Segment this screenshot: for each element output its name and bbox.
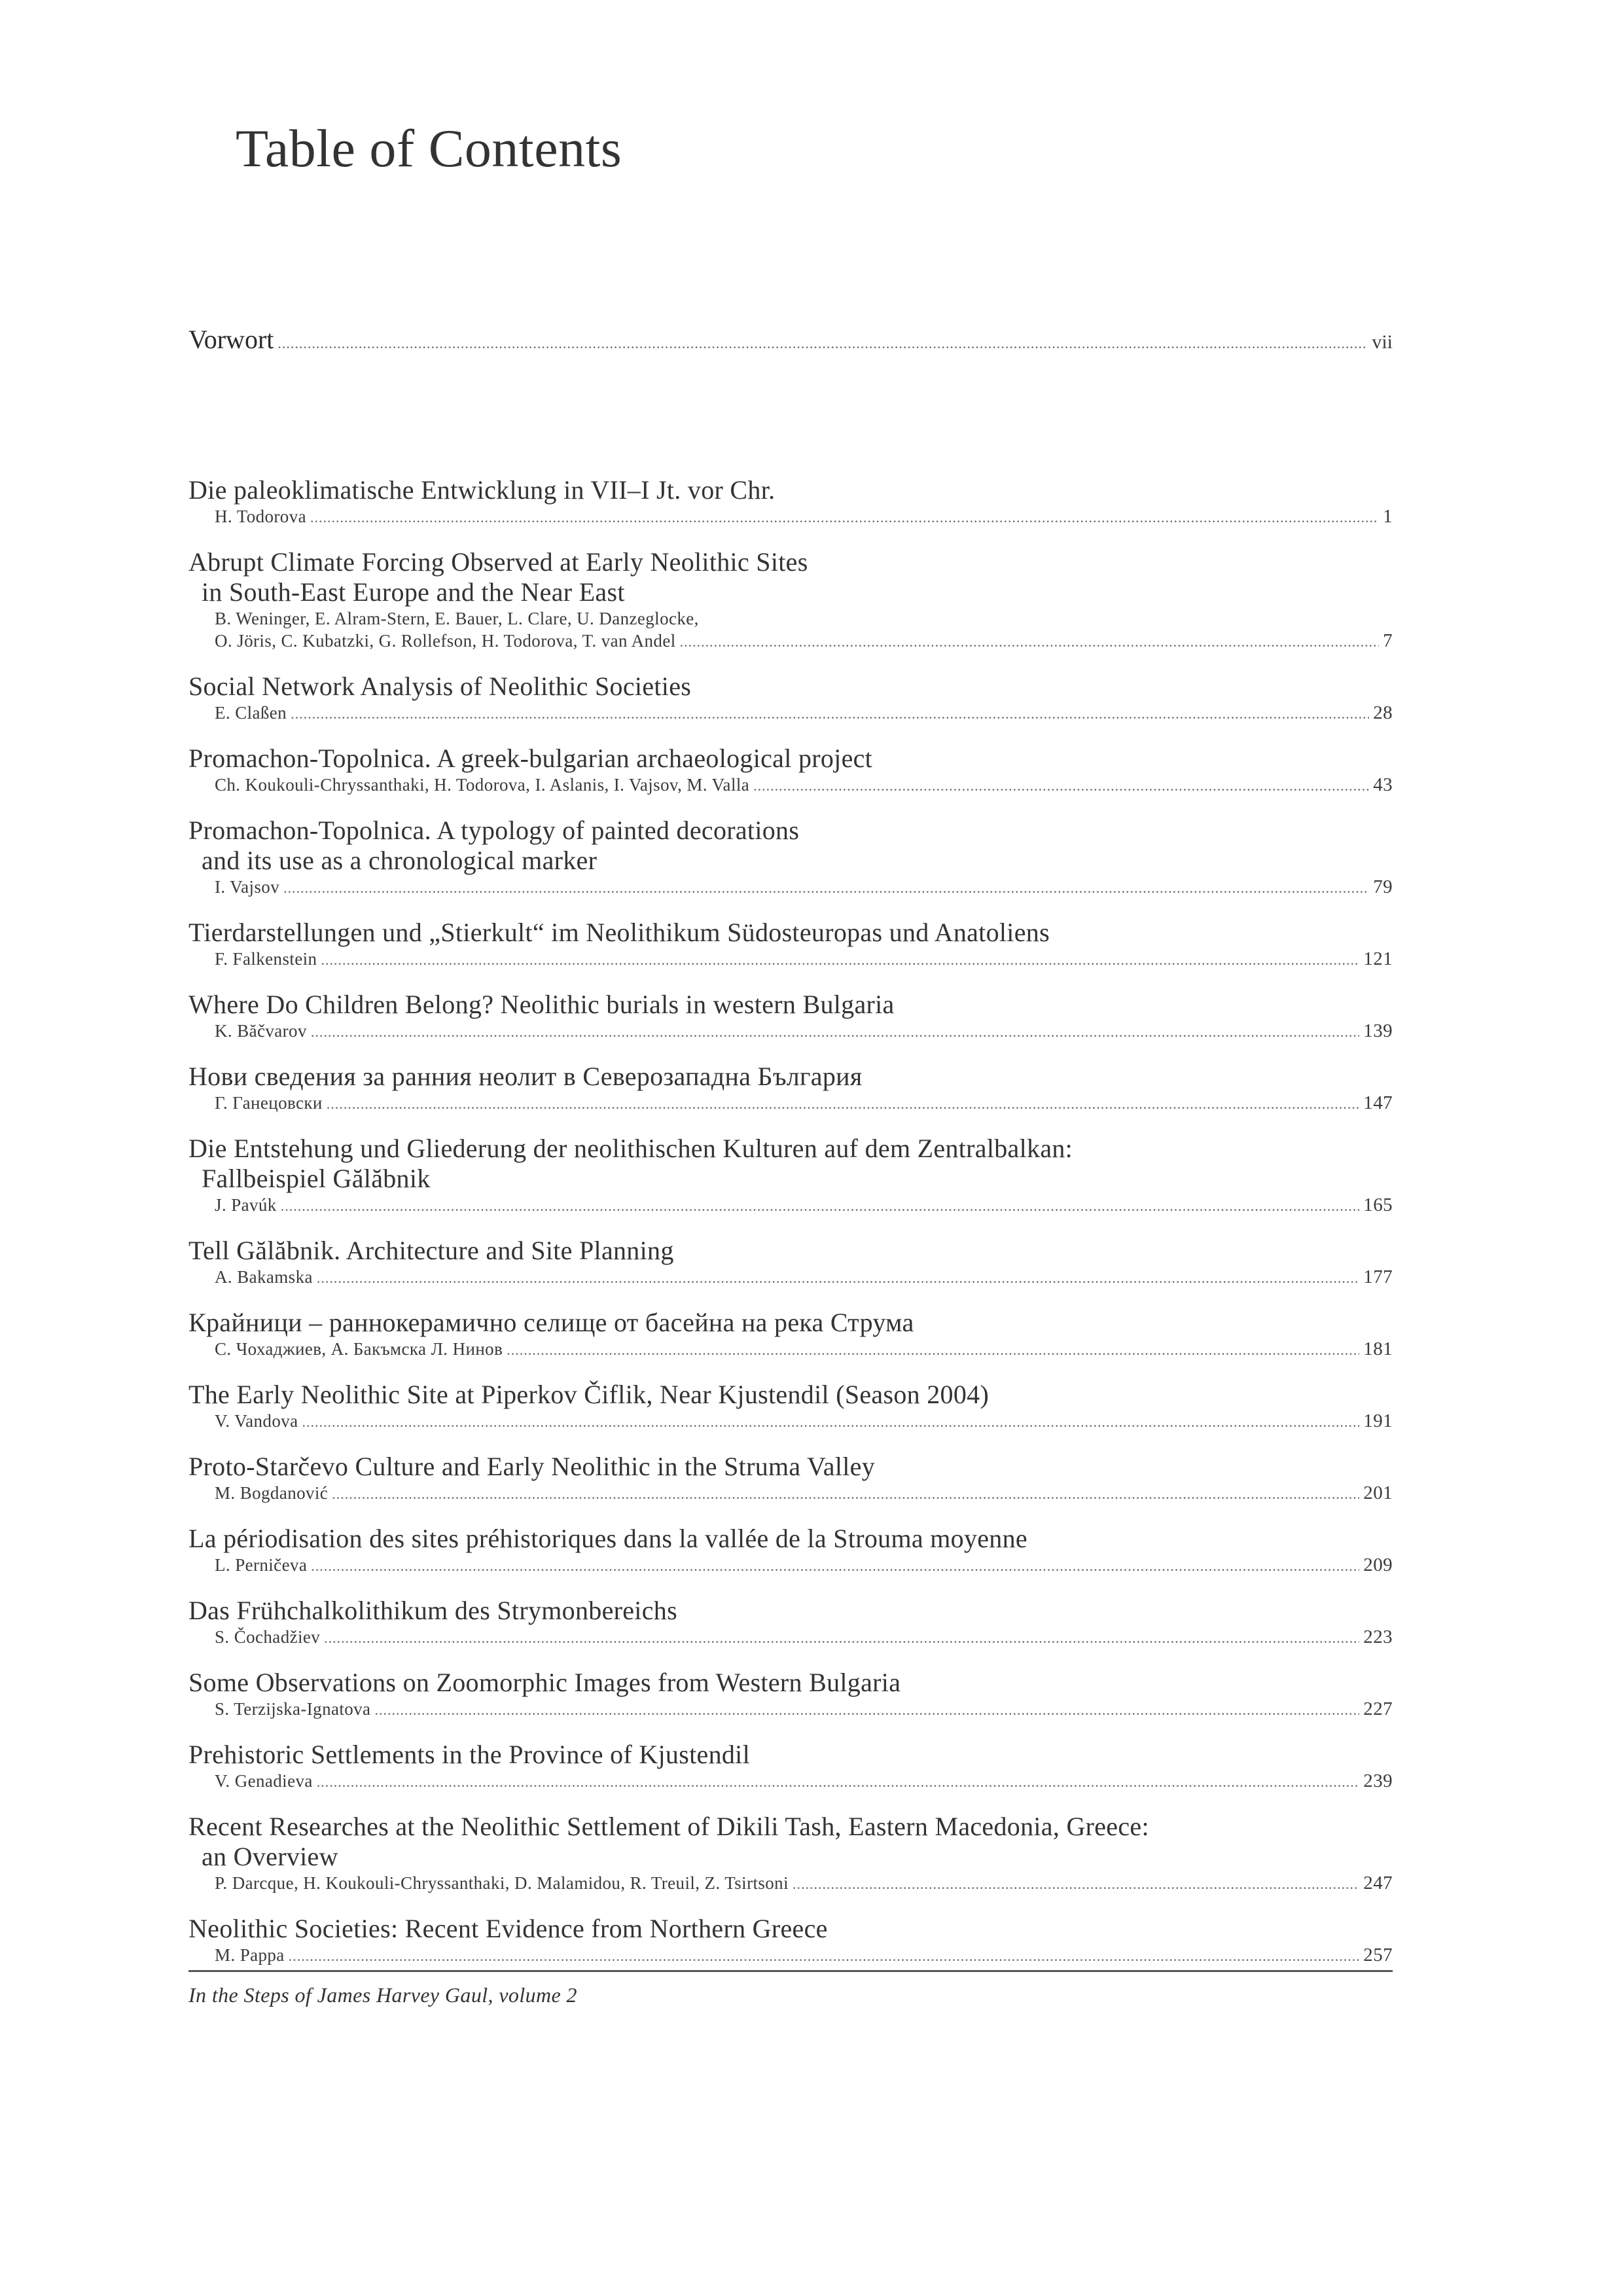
entry-author-line	[188, 1482, 1393, 1505]
entry-authors: S. Terzijska-Ignatova	[215, 1699, 371, 1719]
entry-page-number: 177	[1363, 1266, 1393, 1287]
entry-page-number: 121	[1363, 948, 1393, 969]
dot-leader	[311, 1555, 1359, 1577]
entry-authors: V. Vandova	[215, 1411, 298, 1431]
toc-entry[interactable]	[188, 1914, 1393, 1967]
entry-title: Das Frühchalkolithikum des Strymonbereichs	[188, 1596, 677, 1625]
entry-page-number: 227	[1363, 1698, 1393, 1719]
dot-leader	[283, 877, 1369, 899]
page-footer: In the Steps of James Harvey Gaul, volume 2	[188, 1983, 577, 2007]
toc-entry[interactable]	[188, 744, 1393, 797]
entry-authors: B. Weninger, E. Alram-Stern, E. Bauer, L. Clare, U. Danzeglocke,	[215, 609, 699, 628]
entry-page-number: 201	[1363, 1482, 1393, 1503]
entry-author-line	[188, 702, 1393, 725]
entry-page-number: 191	[1363, 1410, 1393, 1431]
entry-title: Social Network Analysis of Neolithic Societies	[188, 672, 692, 701]
entry-author-line	[188, 1770, 1393, 1793]
dot-leader	[324, 1627, 1359, 1649]
entry-title: Die Entstehung und Gliederung der neolithischen Kulturen auf dem Zentralbalkan:	[188, 1134, 1073, 1163]
dot-leader	[311, 1021, 1359, 1043]
toc-entry[interactable]	[188, 547, 1393, 653]
entry-author-line	[188, 1194, 1393, 1217]
dot-leader	[753, 775, 1369, 797]
front-matter-title: Vorwort	[188, 325, 274, 354]
toc-entries	[188, 475, 1393, 1970]
dot-leader	[374, 1699, 1359, 1721]
entry-page-number: 223	[1363, 1626, 1393, 1647]
entry-page-number: 139	[1363, 1020, 1393, 1041]
bottom-rule	[188, 1970, 1393, 1972]
toc-entry[interactable]	[188, 1308, 1393, 1361]
entry-page-number: 43	[1373, 774, 1393, 795]
dot-leader	[317, 1267, 1359, 1289]
toc-entry[interactable]	[188, 1524, 1393, 1577]
entry-title: Tierdarstellungen und „Stierkult“ im Neolithikum Südosteuropas und Anatoliens	[188, 918, 1050, 947]
entry-authors: L. Perničeva	[215, 1555, 308, 1575]
entry-author-line	[188, 630, 1393, 653]
entry-title: and its use as a chronological marker	[202, 846, 597, 875]
page-title: Table of Contents	[236, 118, 622, 178]
entry-title: La périodisation des sites préhistoriques dans la vallée de la Strouma moyenne	[188, 1524, 1027, 1553]
entry-page-number: 257	[1363, 1945, 1393, 1965]
entry-title: Tell Gălăbnik. Architecture and Site Planning	[188, 1236, 674, 1265]
entry-authors: J. Pavúk	[215, 1195, 277, 1215]
entry-title: Крайници – раннокерамично селище от басейна на река Струма	[188, 1308, 914, 1337]
toc-entry[interactable]	[188, 1062, 1393, 1115]
dot-leader	[302, 1411, 1360, 1433]
entry-authors: E. Claßen	[215, 703, 287, 723]
entry-author-line	[188, 774, 1393, 797]
entry-page-number: 239	[1363, 1770, 1393, 1791]
entry-authors: Г. Ганецовски	[215, 1093, 323, 1113]
front-matter-page: vii	[1372, 331, 1393, 353]
entry-page-number: 147	[1363, 1092, 1393, 1113]
entry-authors: I. Vajsov	[215, 877, 280, 897]
entry-title: Recent Researches at the Neolithic Settlement of Dikili Tash, Eastern Macedonia, Greece:	[188, 1812, 1149, 1841]
entry-authors: С. Чохаджиев, А. Бакъмска Л. Нинов	[215, 1339, 503, 1359]
toc-entry[interactable]	[188, 1452, 1393, 1505]
dot-leader	[680, 631, 1379, 653]
toc-entry[interactable]	[188, 1380, 1393, 1433]
entry-authors: O. Jöris, C. Kubatzki, G. Rollefson, H. Todorova, T. van Andel	[215, 631, 676, 651]
toc-entry[interactable]	[188, 918, 1393, 971]
entry-authors: M. Bogdanović	[215, 1483, 329, 1503]
entry-title: Нови сведения за ранния неолит в Северозападна България	[188, 1062, 863, 1091]
dot-leader	[289, 1945, 1360, 1967]
entry-page-number: 165	[1363, 1194, 1393, 1215]
entry-title: an Overview	[202, 1842, 338, 1871]
entry-author-line	[188, 1410, 1393, 1433]
entry-authors: K. Băčvarov	[215, 1021, 307, 1041]
entry-author-line	[188, 1338, 1393, 1361]
dot-leader	[793, 1873, 1359, 1895]
toc-entry[interactable]	[188, 1740, 1393, 1793]
entry-page-number: 79	[1373, 876, 1393, 897]
dot-leader	[321, 949, 1359, 971]
dot-leader	[277, 335, 1368, 352]
entry-authors: A. Bakamska	[215, 1267, 313, 1287]
entry-author-line	[188, 1020, 1393, 1043]
toc-entry[interactable]	[188, 990, 1393, 1043]
entry-title: in South-East Europe and the Near East	[202, 577, 625, 607]
toc-entry[interactable]	[188, 1668, 1393, 1721]
entry-author-line	[188, 1266, 1393, 1289]
dot-leader	[332, 1483, 1359, 1505]
entry-authors: H. Todorova	[215, 507, 306, 526]
toc-entry[interactable]	[188, 1236, 1393, 1289]
entry-title: Abrupt Climate Forcing Observed at Early Neolithic Sites	[188, 547, 808, 577]
toc-entry[interactable]	[188, 816, 1393, 899]
entry-title: The Early Neolithic Site at Piperkov Čiflik, Near Kjustendil (Season 2004)	[188, 1380, 990, 1409]
entry-author-line	[188, 948, 1393, 971]
entry-authors: F. Falkenstein	[215, 949, 317, 969]
dot-leader	[310, 507, 1379, 529]
toc-entry[interactable]	[188, 672, 1393, 725]
dot-leader	[281, 1195, 1360, 1217]
dot-leader	[507, 1339, 1359, 1361]
entry-page-number: 1	[1383, 506, 1393, 527]
table-of-contents	[188, 324, 1393, 1972]
toc-entry[interactable]	[188, 475, 1393, 529]
entry-author-line	[188, 1698, 1393, 1721]
entry-authors: M. Pappa	[215, 1945, 285, 1965]
toc-entry[interactable]	[188, 1812, 1393, 1895]
entry-title: Die paleoklimatische Entwicklung in VII–I Jt. vor Chr.	[188, 475, 776, 505]
dot-leader	[317, 1771, 1360, 1793]
entry-author-line	[188, 1944, 1393, 1967]
entry-author-line	[188, 505, 1393, 529]
entry-author-line	[188, 1554, 1393, 1577]
entry-authors: Ch. Koukouli-Chryssanthaki, H. Todorova, I. Aslanis, I. Vajsov, M. Valla	[215, 775, 750, 795]
entry-author-line	[188, 1626, 1393, 1649]
entry-page-number: 7	[1383, 630, 1393, 651]
entry-page-number: 209	[1363, 1554, 1393, 1575]
entry-authors: S. Čochadžiev	[215, 1627, 321, 1647]
toc-entry[interactable]	[188, 1134, 1393, 1217]
entry-title: Neolithic Societies: Recent Evidence from Northern Greece	[188, 1914, 828, 1943]
entry-title: Where Do Children Belong? Neolithic burials in western Bulgaria	[188, 990, 895, 1019]
entry-authors: V. Genadieva	[215, 1771, 313, 1791]
entry-author-line	[188, 1092, 1393, 1115]
entry-page-number: 28	[1373, 702, 1393, 723]
entry-author-line	[188, 1872, 1393, 1895]
entry-page-number: 181	[1363, 1338, 1393, 1359]
entry-title: Prehistoric Settlements in the Province of Kjustendil	[188, 1740, 750, 1769]
toc-entry[interactable]	[188, 1596, 1393, 1649]
entry-title: Promachon-Topolnica. A typology of painted decorations	[188, 816, 800, 845]
entry-author-line	[188, 876, 1393, 899]
entry-title: Fallbeispiel Gălăbnik	[202, 1164, 431, 1193]
entry-title: Some Observations on Zoomorphic Images from Western Bulgaria	[188, 1668, 901, 1697]
entry-title: Proto-Starčevo Culture and Early Neolithic in the Struma Valley	[188, 1452, 876, 1481]
dot-leader	[291, 703, 1369, 725]
dot-leader	[327, 1093, 1360, 1115]
entry-title: Promachon-Topolnica. A greek-bulgarian archaeological project	[188, 744, 873, 773]
toc-front-matter[interactable]	[188, 324, 1393, 355]
entry-page-number: 247	[1363, 1873, 1393, 1893]
entry-authors: P. Darcque, H. Koukouli-Chryssanthaki, D. Malamidou, R. Treuil, Z. Tsirtsoni	[215, 1873, 789, 1893]
